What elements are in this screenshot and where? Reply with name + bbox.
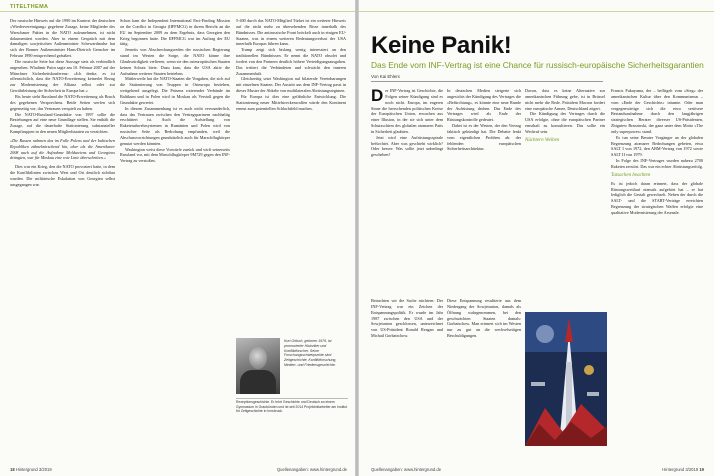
paragraph: 5-400 durch das NATO-Mitglied Türkei ist ein weiterer Hinweis auf die nicht mehr zu übersehenden Risse innerhalb des Bündnisses. Die antirussische Front bröckelt auch in einigen EU-Staaten, was in einem weiteren Bedeutungsverlust der USA innerhalb Europas führen kann.: [236, 18, 346, 47]
paragraph: Jetzt wird eine Aufrüstungsspirale befürchtet. Aber was geschieht wirklich? Oder besser: Was sollte jetzt unbedingt geschehen?: [371, 134, 443, 158]
paragraph: Die russische Seite hat diese Aussage stets als verbindlich angesehen. Wladimir Putin sagte am 10. Februar 2007 auf der Münchner Sicherheitskonferenz: »Ich denke, es ist offensichtlich, dass die NATO-Erweiterung keinerlei Bezug zur Modernisierung der Allianz selbst oder zur Gewährleistung der Sicherheit in Europa hat.«: [10, 58, 115, 94]
issue-label: Hintergrund 3/2019: [662, 467, 699, 472]
missile-poster-art: [525, 312, 607, 446]
paragraph: Betrachten wir die Sache nüchtern: Der INF-Vertrag war ein Zeichen der Entspannungspolitik. Er wurde im Jahr 1987 zwischen den USA und der Sowjetunion geschlossen, unterzeichnet von US-Präsident Ronald Reagan und Michail Gorbatschow.: [371, 298, 443, 339]
author-caption: Kurt Gritsch, geboren 1976, ist promovierter Historiker und Konfliktforscher. Seine Forschungsschwerpunkte sind Zeitgeschichte, Konfliktforschung, Medien- und Friedensgeschichte.: [284, 339, 337, 367]
right-column-2-lower: [447, 298, 521, 448]
paragraph: er INF-Vertrag ist Geschichte, die Folgen seiner Kündigung sind es noch nicht. Europa, im engeren Sinne die herrschenden politischen Kreise der Europäischen Union, erwachen aus einer Illusion, in der sie sich unter dem Schutzschirm des globalen atomaren Patts in Sicherheit glaubten.: [371, 88, 443, 134]
header-rule: [0, 11, 355, 12]
paragraph: In deutschen Medien steigerte sich angesichts der Kündigung des Vertrages die »Befürchtung«, es könnte eine neue Runde der Aufrüstung drohen. Das Ende des Vertrages wird als Ende der Rüstungskontrolle gedeutet.: [447, 88, 521, 123]
author-photo: [236, 338, 280, 394]
paragraph: Es tun seine Berater Vorgänger an der globalen Begrenzung atomarer Bedrohungen gebeten, etwa SALT I von 1972, den ABM-Vertrag von 1972 sowie SALT II von 1979.: [611, 134, 703, 158]
paragraph: Jenseits von Abschreckungsreden der russischen Regierung stand im Westen die Sorge, die NATO könne ihre Glaubwürdigkeit verlieren, wenn sie den osteuropäischen Staaten keinen Schutz biete. Dazu kam, dass die USA aktiv die Aufnahme weiterer Staaten betrieben.: [120, 47, 230, 76]
section-heading: Tatsachen beachten: [611, 172, 651, 178]
author-bio: Rezeptionsgeschichte. Er lehrt Geschichte und Deutsch an einem Gymnasium in Graubünden und ist seit 2014 Projektmitarbeiter am Institut für Zeitgeschichte in Innsbruck.: [236, 400, 348, 414]
paragraph: Gleichzeitig setzt Washington auf bilaterale Vereinbarungen mit einzelnen Staaten. Der Austritt aus dem INF-Vertrag passt in dieses Muster der Abkehr von multilateralen Abrüstungsregimen.: [236, 76, 346, 94]
paragraph: Dies war ein Krieg, den die NATO provoziert hatte, in dem die Konfliktlinien zwischen West und Ost deutlich sichtbar wurden. Die militärische Eskalation von Georgien selbst ausgegangen war.: [10, 164, 115, 187]
right-column-1: [371, 88, 443, 293]
paragraph: Für Europa ist dies eine gefährliche Entwicklung. Die Stationierung neuer Mittelstreckenwaffen würde den Kontinent erneut zum potentiellen Schlachtfeld machen.: [236, 93, 346, 111]
drop-cap: D: [371, 88, 384, 105]
left-column-3: [236, 18, 346, 334]
right-column-4: [611, 88, 703, 456]
paragraph: Trump zeigt sich bislang wenig interessiert an den traditionellen Bündnissen. Er nennt die NATO obsolet und fordert von den Partnern deutlich höhere Verteidigungsausgaben. Das irritiert die Verbündeten und schwächt den inneren Zusammenhalt.: [236, 47, 346, 76]
paragraph: In Folge des INF-Vertrages wurden nahezu 2700 Raketen zerstört. Das war ein echter Abrüstungserfolg.: [611, 158, 703, 169]
author-photo-head: [249, 347, 267, 369]
paragraph: Die Kündigung des Vertrages durch die USA erfolgte, ohne die europäischen Partner ernsthaft zu konsultieren. Das sollte ein Weckruf sein.: [525, 111, 605, 134]
page-number: 18: [10, 467, 15, 472]
right-page: [359, 0, 714, 476]
paragraph: Dabei ist es der Westen, der den Vertrag faktisch gekündigt hat. Die Debatte lenkt vom eigentlichen Problem ab: der fehlenden europäischen Sicherheitsarchitektur.: [447, 123, 521, 152]
byline: Von Kai Ehlers: [371, 74, 400, 79]
author-photo-body: [240, 370, 276, 394]
right-source-link[interactable]: Quellenangaben: www.hintergrund.de: [371, 467, 442, 472]
left-column-1: [10, 18, 115, 458]
headline: Keine Panik!: [371, 32, 512, 59]
paragraph: Francis Fukuyama, der – befliigelt vom »Sieg« der amerikanischen Kultur über den Kommunismus – vom »Ende der Geschichte« träumte. Oder man vergegenwärtige sich die etwa seriösere Bestandsaufnahme durch den langjährigen strategischen Berater diverser US-Präsidenten, Zbigniew Brzezinski, der ganz unter dem Motto »The only superpower« stand.: [611, 88, 703, 134]
paragraph: In diesem Zusammenhang ist es auch nicht verwunderlich, dass das Vertrauen zwischen den Vertragspartnern nachhaltig erschüttert ist. Auch die Aufstellung von Raketenabwehrsystemen in Rumänien und Polen wird von russischer Seite als Bedrohung empfunden, weil die Abschussvorrichtungen grundsätzlich auch für Marschflugkörper genutzt werden könnten.: [120, 105, 230, 146]
paragraph: Die NATO-Russland-Grundakte von 1997 sollte die Beziehungen auf eine neue Grundlage stellen. Sie enthält die Zusage, auf die dauerhafte Stationierung substanzieller Kampftruppen in den neuen Mitgliedstaaten zu verzichten.: [10, 111, 115, 135]
right-column-3: [525, 88, 605, 308]
right-footer: [662, 467, 704, 472]
left-source-link[interactable]: Quellenangaben: www.hintergrund.de: [276, 467, 347, 472]
page-number: 19: [699, 467, 704, 472]
left-footer: [10, 467, 52, 472]
left-page: [0, 0, 355, 476]
bio-divider: [236, 398, 348, 399]
pull-quote: »Die Russen nahmen das im Falle Polens und der baltischen Republiken zähneknirschend hin, aber als die Amerikaner 2008 auch auf die Aufnahme Moldawiens und Georgiens drängten, war für Moskau eine rote Linie überschritten.«: [10, 137, 115, 161]
section-label: TITELTHEMA: [10, 4, 49, 10]
section-heading: Nüchtern Weiben: [525, 137, 560, 143]
paragraph: Mittlerweile hat die NATO-Staaten die Vorgaben, die sich auf die Stationierung von Truppen in Osteuropa beziehen, weitgehend ausgelegt. Die Präsenz rotierender Verbände im Baltikum und in Polen wird in Moskau als Verstoß gegen die Grundakte gewertet.: [120, 76, 230, 105]
paragraph: Bis heute sieht Russland die NATO-Erweiterung als Bruch des gegebenen Versprechens. Beide Seiten werfen sich gegenseitig vor, das Vertrauen verspielt zu haben.: [10, 93, 115, 111]
subheadline: Das Ende vom INF-Vertrag ist eine Chance für russisch-europäische Sicherheitsgarantien: [371, 60, 704, 70]
paragraph: Schon kam die Independent International Fact-Finding Mission on the Conflict in Georgia (IIFFMCG) in ihrem Bericht an die EU im September 2009 zu dem Ergebnis, dass Georgien den Krieg begonnen hatte. Die IIFFMCG war im Auftrag der EU tätig.: [120, 18, 230, 47]
paragraph: Es ist jedoch daran erinnert, dass der globale Rüstungswettlauf niemals aufgehört hat – er hat lediglich die Gestalt gewechselt. Neben der durch die SALT- und die START-Verträge erreichten Begrenzung der strategischen Waffen erfolgte eine qualitative Modernisierung der Arsenale.: [611, 180, 703, 215]
header-rule: [359, 11, 714, 12]
paragraph: Diese Entspannung resultierte aus dem Niedergang der Sowjetunion, damals als Öffnung wahrgenommen, bei den geschwächten Staaten damals: Gorbatschow. Man erinnert sich im Westen nur zu gut an die wechselseitigen Beschuldigungen.: [447, 298, 521, 339]
left-column-2: [120, 18, 230, 458]
poster-illustration: [525, 312, 607, 446]
paragraph: Davon, dass es keine Alternative zur amerikanischen Führung gebe, ist in Brüssel nicht mehr die Rede. Präsident Macron fordert eine europäische Armee, Deutschland zögert.: [525, 88, 605, 111]
paragraph: Der russische Hinweis auf die 1990 im Kontext der deutschen »Wiedervereinigung« gegebene Zusage, keine Mitglieder des Warschauer Paktes in die NATO aufzunehmen, ist nicht dokumentiert worden. Aber in einem Gespräch mit dem damaligen sowjetischen Außenminister Schewardnadse hat sich der Bonner Außenminister Hans-Dietrich Genscher im Februar 1990 entsprechend geäußert.: [10, 18, 115, 59]
issue-label: Hintergrund 3/2019: [15, 467, 52, 472]
byline-rule: [371, 81, 603, 82]
paragraph: Washington weist diese Vorwürfe zurück und wirft seinerseits Russland vor, mit dem Marschflugkörper 9M729 gegen den INF-Vertrag zu verstoßen.: [120, 146, 230, 164]
right-column-2: [447, 88, 521, 293]
right-column-1-lower: [371, 298, 443, 448]
